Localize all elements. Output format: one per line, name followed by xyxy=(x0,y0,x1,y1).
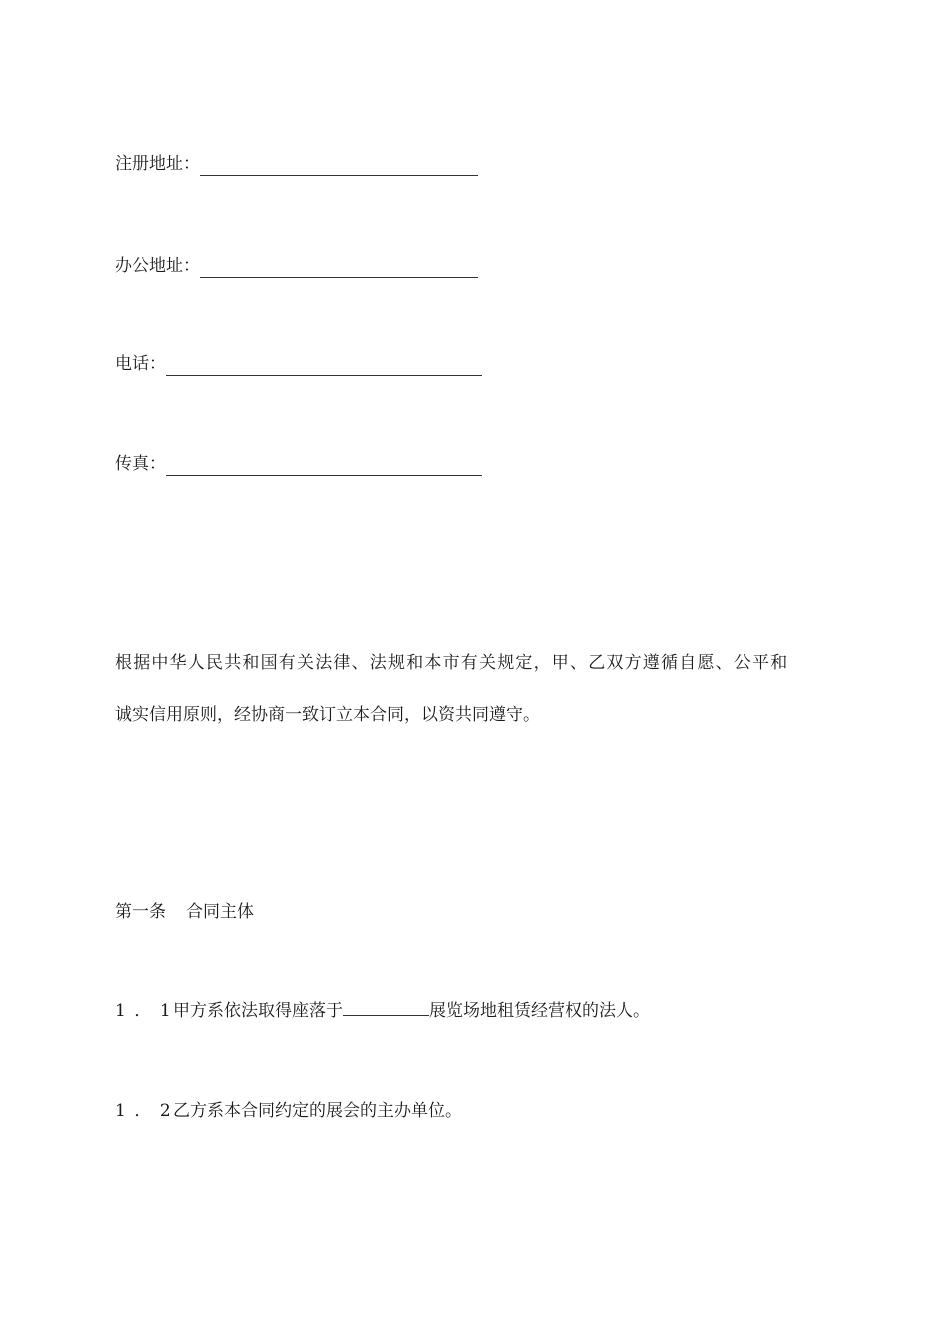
clause-text-after: 展览场地租赁经营权的法人。 xyxy=(429,1001,650,1021)
clause-1-1 xyxy=(115,999,650,1023)
office-address-field xyxy=(115,254,478,278)
phone-label: 电话： xyxy=(115,354,166,374)
preamble-line-1: 根据中华人民共和国有关法律、法规和本市有关规定，甲、乙双方遵循自愿、公平和 xyxy=(115,653,789,673)
clause-1-2 xyxy=(115,1099,462,1123)
location-blank xyxy=(343,999,429,1016)
clause-text-before: 乙方系本合同约定的展会的主办单位。 xyxy=(173,1101,462,1121)
phone-field xyxy=(115,352,482,376)
preamble-line-2: 诚实信用原则，经协商一致订立本合同，以资共同遵守。 xyxy=(115,705,540,725)
fax-blank xyxy=(166,459,482,476)
article-heading xyxy=(115,900,254,924)
clause-text-before: 甲方系依法取得座落于 xyxy=(173,1001,343,1021)
office-address-label: 办公地址： xyxy=(115,256,200,276)
phone-blank xyxy=(166,359,482,376)
fax-field xyxy=(115,452,482,476)
registered-address-field xyxy=(115,152,478,176)
article-number: 第一条 xyxy=(115,902,166,922)
clause-number: 1．1 xyxy=(115,1001,180,1021)
registered-address-blank xyxy=(200,159,478,176)
article-title: 合同主体 xyxy=(186,902,254,922)
fax-label: 传真： xyxy=(115,454,166,474)
registered-address-label: 注册地址： xyxy=(115,154,200,174)
office-address-blank xyxy=(200,261,478,278)
clause-number: 1．2 xyxy=(115,1101,180,1121)
